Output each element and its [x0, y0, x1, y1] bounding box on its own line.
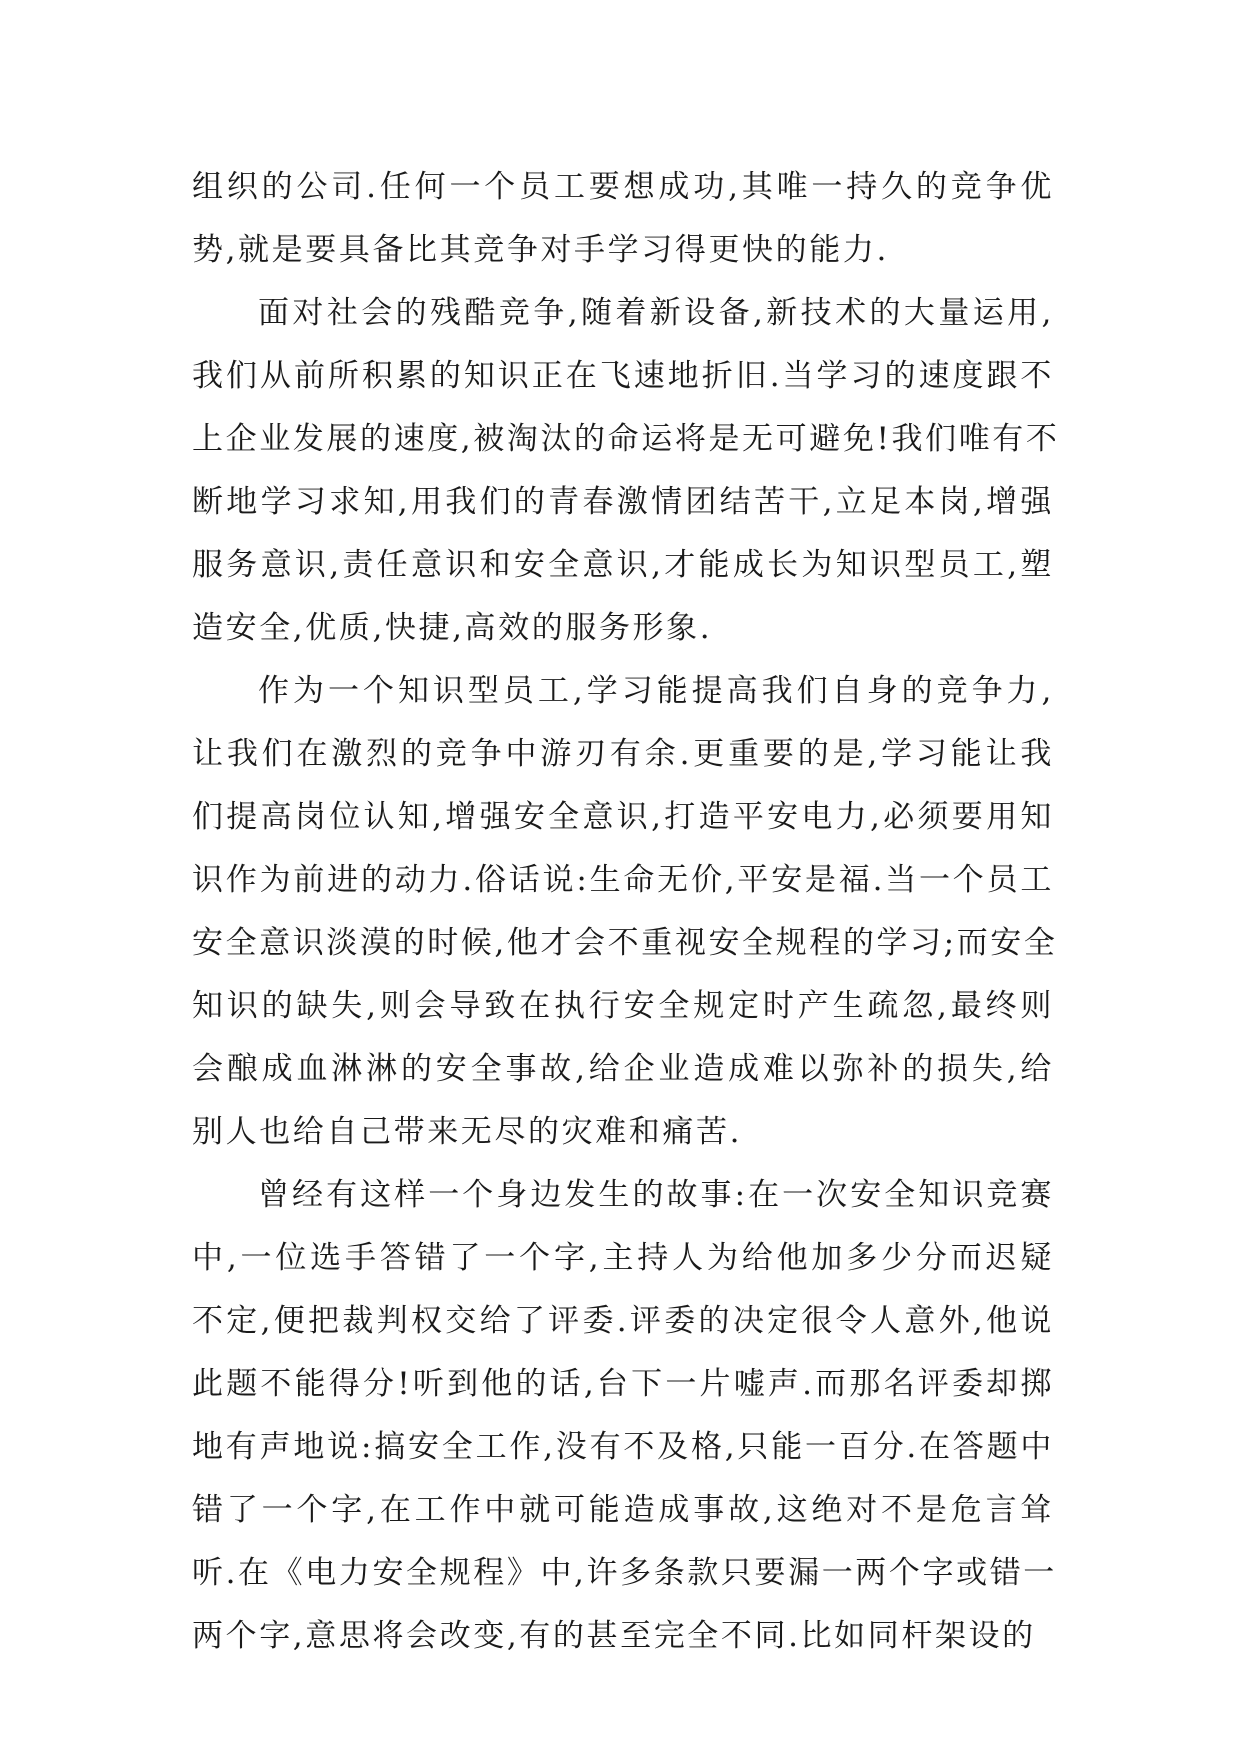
paragraph	[192, 1164, 1057, 1668]
paragraph	[192, 156, 1054, 282]
text-line: 别人也给自己带来无尽的灾难和痛苦.	[192, 1114, 743, 1150]
text-line: 组织的公司.任何一个员工要想成功,其唯一持久的竞争优	[192, 169, 1054, 205]
text-line: 错了一个字,在工作中就可能造成事故,这绝对不是危言耸	[192, 1492, 1054, 1528]
text-line: 我们从前所积累的知识正在飞速地折旧.当学习的速度跟不	[192, 358, 1054, 394]
text-line: 地有声地说:搞安全工作,没有不及格,只能一百分.在答题中	[192, 1429, 1054, 1465]
text-line: 不定,便把裁判权交给了评委.评委的决定很令人意外,他说	[192, 1303, 1054, 1339]
paragraph	[192, 660, 1058, 1164]
text-line: 曾经有这样一个身边发生的故事:在一次安全知识竞赛	[258, 1177, 1054, 1213]
text-line: 两个字,意思将会改变,有的甚至完全不同.比如同杆架设的	[192, 1618, 1036, 1654]
text-line: 知识的缺失,则会导致在执行安全规定时产生疏忽,最终则	[192, 988, 1054, 1024]
text-line: 势,就是要具备比其竞争对手学习得更快的能力.	[192, 232, 889, 268]
text-line: 造安全,优质,快捷,高效的服务形象.	[192, 610, 713, 646]
text-line: 作为一个知识型员工,学习能提高我们自身的竞争力,	[258, 673, 1054, 709]
text-line: 上企业发展的速度,被淘汰的命运将是无可避免!我们唯有不	[192, 421, 1060, 457]
text-line: 让我们在激烈的竞争中游刃有余.更重要的是,学习能让我	[192, 736, 1054, 772]
text-line: 安全意识淡漠的时候,他才会不重视安全规程的学习;而安全	[192, 925, 1058, 961]
text-line: 服务意识,责任意识和安全意识,才能成长为知识型员工,塑	[192, 547, 1054, 583]
paragraph	[192, 282, 1060, 660]
text-line: 听.在《电力安全规程》中,许多条款只要漏一两个字或错一	[192, 1555, 1057, 1591]
text-line: 识作为前进的动力.俗话说:生命无价,平安是福.当一个员工	[192, 862, 1054, 898]
document-body	[192, 156, 1060, 1668]
text-line: 断地学习求知,用我们的青春激情团结苦干,立足本岗,增强	[192, 484, 1054, 520]
text-line: 中,一位选手答错了一个字,主持人为给他加多少分而迟疑	[192, 1240, 1054, 1276]
text-line: 会酿成血淋淋的安全事故,给企业造成难以弥补的损失,给	[192, 1051, 1054, 1087]
text-line: 面对社会的残酷竞争,随着新设备,新技术的大量运用,	[258, 295, 1054, 331]
text-line: 们提高岗位认知,增强安全意识,打造平安电力,必须要用知	[192, 799, 1054, 835]
text-line: 此题不能得分!听到他的话,台下一片嘘声.而那名评委却掷	[192, 1366, 1054, 1402]
